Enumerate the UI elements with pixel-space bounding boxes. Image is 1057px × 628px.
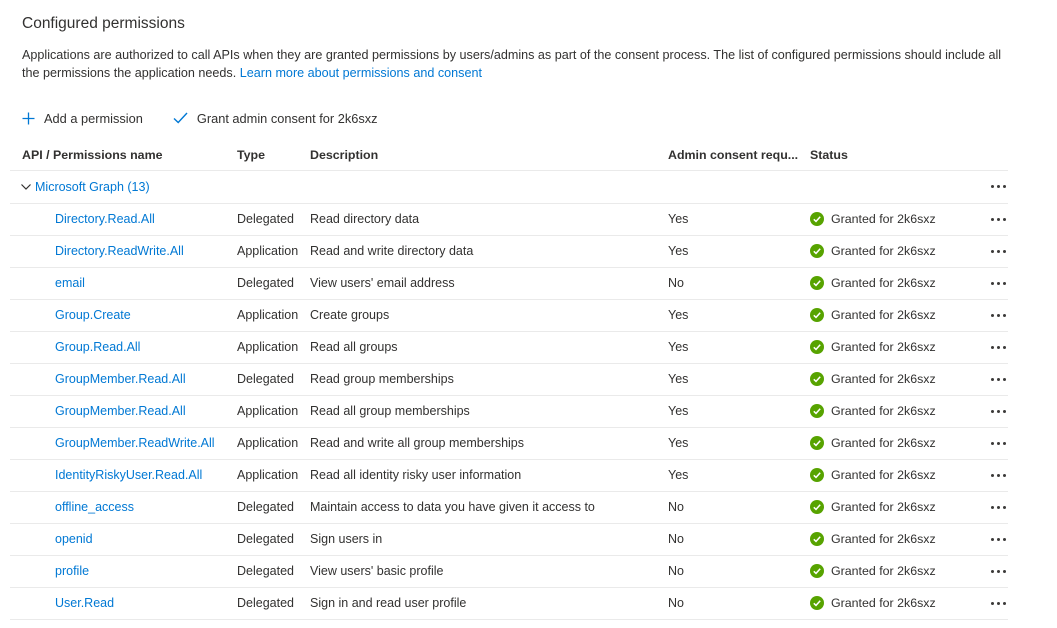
table-row (10, 492, 1008, 524)
column-header-api-permissions-name[interactable]: API / Permissions name (22, 147, 163, 162)
table-row (10, 332, 1008, 364)
table-row (10, 588, 1008, 620)
learn-more-link[interactable]: Learn more about permissions and consent (239, 66, 482, 81)
green-check-circle-icon (810, 276, 824, 290)
row-more-options-button[interactable] (989, 342, 1008, 353)
table-row (10, 364, 1008, 396)
admin-consent-required-value: Yes (668, 244, 689, 258)
status-badge (810, 500, 980, 514)
permission-type: Delegated (237, 212, 294, 226)
table-header-row (10, 140, 1008, 171)
status-text: Granted for 2k6sxz (831, 404, 936, 418)
permission-name-link[interactable]: Group.Create (55, 308, 131, 322)
admin-consent-required-value: No (668, 500, 684, 514)
status-text: Granted for 2k6sxz (831, 532, 936, 546)
table-row (10, 556, 1008, 588)
status-text: Granted for 2k6sxz (831, 276, 936, 290)
permission-type: Application (237, 244, 299, 258)
ellipsis-icon (991, 410, 994, 413)
admin-consent-required-value: Yes (668, 212, 689, 226)
permission-type: Delegated (237, 564, 294, 578)
table-row (10, 460, 1008, 492)
status-text: Granted for 2k6sxz (831, 244, 936, 258)
table-body (10, 204, 1008, 620)
status-badge (810, 244, 980, 258)
permission-description: Sign in and read user profile (310, 596, 467, 610)
permission-description: Read all group memberships (310, 404, 470, 418)
green-check-circle-icon (810, 372, 824, 386)
page-title: Configured permissions (22, 15, 185, 32)
add-permission-button[interactable] (22, 107, 143, 130)
plus-icon (22, 112, 35, 125)
permission-name-link[interactable]: offline_access (55, 500, 134, 514)
permission-name-link[interactable]: IdentityRiskyUser.Read.All (55, 468, 203, 482)
permission-name-link[interactable]: Directory.Read.All (55, 212, 155, 226)
status-text: Granted for 2k6sxz (831, 564, 936, 578)
row-more-options-button[interactable] (989, 374, 1008, 385)
api-group-toggle[interactable] (10, 180, 980, 194)
permission-description: Create groups (310, 308, 390, 322)
ellipsis-icon (991, 442, 994, 445)
green-check-circle-icon (810, 532, 824, 546)
permission-name-link[interactable]: email (55, 276, 85, 290)
row-more-options-button[interactable] (989, 534, 1008, 545)
status-text: Granted for 2k6sxz (831, 596, 936, 610)
permission-type: Application (237, 436, 299, 450)
permission-description: Read group memberships (310, 372, 454, 386)
row-more-options-button[interactable] (989, 470, 1008, 481)
ellipsis-icon (991, 570, 994, 573)
permission-type: Delegated (237, 372, 294, 386)
permission-description: View users' basic profile (310, 564, 444, 578)
row-more-options-button[interactable] (989, 598, 1008, 609)
permission-type: Application (237, 308, 299, 322)
row-more-options-button[interactable] (989, 406, 1008, 417)
admin-consent-required-value: No (668, 564, 684, 578)
status-text: Granted for 2k6sxz (831, 212, 936, 226)
column-header-type[interactable]: Type (237, 147, 265, 162)
permission-type: Application (237, 404, 299, 418)
status-badge (810, 212, 980, 226)
ellipsis-icon (991, 185, 994, 188)
permission-description: Read all identity risky user information (310, 468, 522, 482)
green-check-circle-icon (810, 564, 824, 578)
ellipsis-icon (991, 250, 994, 253)
row-more-options-button[interactable] (989, 566, 1008, 577)
permissions-table (10, 140, 1008, 620)
row-more-options-button[interactable] (989, 310, 1008, 321)
admin-consent-required-value: Yes (668, 340, 689, 354)
status-badge (810, 308, 980, 322)
page-description (22, 46, 1007, 83)
permission-type: Delegated (237, 532, 294, 546)
green-check-circle-icon (810, 436, 824, 450)
status-badge (810, 372, 980, 386)
table-row (10, 204, 1008, 236)
api-group-row (10, 171, 1008, 204)
ellipsis-icon (991, 346, 994, 349)
column-header-admin-consent[interactable]: Admin consent requ... (668, 147, 799, 162)
status-badge (810, 564, 980, 578)
admin-consent-required-value: Yes (668, 308, 689, 322)
chevron-down-icon (20, 181, 32, 193)
permission-name-link[interactable]: GroupMember.Read.All (55, 404, 186, 418)
status-text: Granted for 2k6sxz (831, 500, 936, 514)
green-check-circle-icon (810, 404, 824, 418)
permission-type: Delegated (237, 596, 294, 610)
ellipsis-icon (991, 602, 994, 605)
permission-name-link[interactable]: User.Read (55, 596, 115, 610)
admin-consent-required-value: No (668, 596, 684, 610)
table-row (10, 524, 1008, 556)
status-text: Granted for 2k6sxz (831, 340, 936, 354)
permissions-toolbar (22, 107, 1057, 130)
ellipsis-icon (991, 314, 994, 317)
status-badge (810, 404, 980, 418)
green-check-circle-icon (810, 468, 824, 482)
row-more-options-button[interactable] (989, 502, 1008, 513)
admin-consent-required-value: No (668, 276, 684, 290)
permission-name-link[interactable]: GroupMember.ReadWrite.All (55, 436, 215, 450)
green-check-circle-icon (810, 596, 824, 610)
admin-consent-required-value: Yes (668, 468, 689, 482)
status-badge (810, 596, 980, 610)
table-row (10, 268, 1008, 300)
column-header-status[interactable]: Status (810, 147, 848, 162)
group-more-options-button[interactable] (989, 181, 1008, 192)
status-badge (810, 340, 980, 354)
status-badge (810, 436, 980, 450)
status-badge (810, 468, 980, 482)
ellipsis-icon (991, 474, 994, 477)
ellipsis-icon (991, 282, 994, 285)
column-header-description[interactable]: Description (310, 147, 379, 162)
admin-consent-required-value: Yes (668, 436, 689, 450)
row-more-options-button[interactable] (989, 278, 1008, 289)
permission-name-link[interactable]: Directory.ReadWrite.All (55, 244, 184, 258)
api-group-link[interactable]: Microsoft Graph (13) (35, 179, 150, 194)
permission-description: Read and write directory data (310, 244, 474, 258)
ellipsis-icon (991, 218, 994, 221)
permission-type: Delegated (237, 500, 294, 514)
green-check-circle-icon (810, 212, 824, 226)
green-check-circle-icon (810, 500, 824, 514)
permission-description: Read directory data (310, 212, 420, 226)
table-row (10, 236, 1008, 268)
description-text: Applications are authorized to call APIs when they are granted permissions by users/admins as part of the consent process. The list of configured permissions should include all the permissions the application needs. (22, 48, 1002, 81)
permission-type: Application (237, 468, 299, 482)
row-more-options-button[interactable] (989, 214, 1008, 225)
green-check-circle-icon (810, 308, 824, 322)
admin-consent-required-value: No (668, 532, 684, 546)
status-text: Granted for 2k6sxz (831, 372, 936, 386)
permission-name-link[interactable]: GroupMember.Read.All (55, 372, 186, 386)
permission-name-link[interactable]: Group.Read.All (55, 340, 141, 354)
permission-type: Application (237, 340, 299, 354)
permission-name-link[interactable]: profile (55, 564, 90, 578)
permission-description: Maintain access to data you have given it access to (310, 500, 595, 514)
row-more-options-button[interactable] (989, 246, 1008, 257)
table-row (10, 396, 1008, 428)
status-text: Granted for 2k6sxz (831, 468, 936, 482)
permission-name-link[interactable]: openid (55, 532, 93, 546)
status-text: Granted for 2k6sxz (831, 308, 936, 322)
table-row (10, 300, 1008, 332)
status-badge (810, 532, 980, 546)
row-more-options-button[interactable] (989, 438, 1008, 449)
ellipsis-icon (991, 506, 994, 509)
permission-description: Read and write all group memberships (310, 436, 524, 450)
permission-description: Sign users in (310, 532, 383, 546)
ellipsis-icon (991, 538, 994, 541)
permission-type: Delegated (237, 276, 294, 290)
green-check-circle-icon (810, 244, 824, 258)
green-check-circle-icon (810, 340, 824, 354)
grant-admin-consent-button[interactable] (173, 107, 378, 130)
ellipsis-icon (991, 378, 994, 381)
admin-consent-required-value: Yes (668, 404, 689, 418)
table-row (10, 428, 1008, 460)
permission-description: View users' email address (310, 276, 455, 290)
add-permission-label: Add a permission (44, 110, 143, 126)
grant-admin-consent-label: Grant admin consent for 2k6sxz (196, 110, 378, 126)
checkmark-icon (173, 112, 188, 124)
status-text: Granted for 2k6sxz (831, 436, 936, 450)
status-badge (810, 276, 980, 290)
admin-consent-required-value: Yes (668, 372, 689, 386)
permission-description: Read all groups (310, 340, 398, 354)
